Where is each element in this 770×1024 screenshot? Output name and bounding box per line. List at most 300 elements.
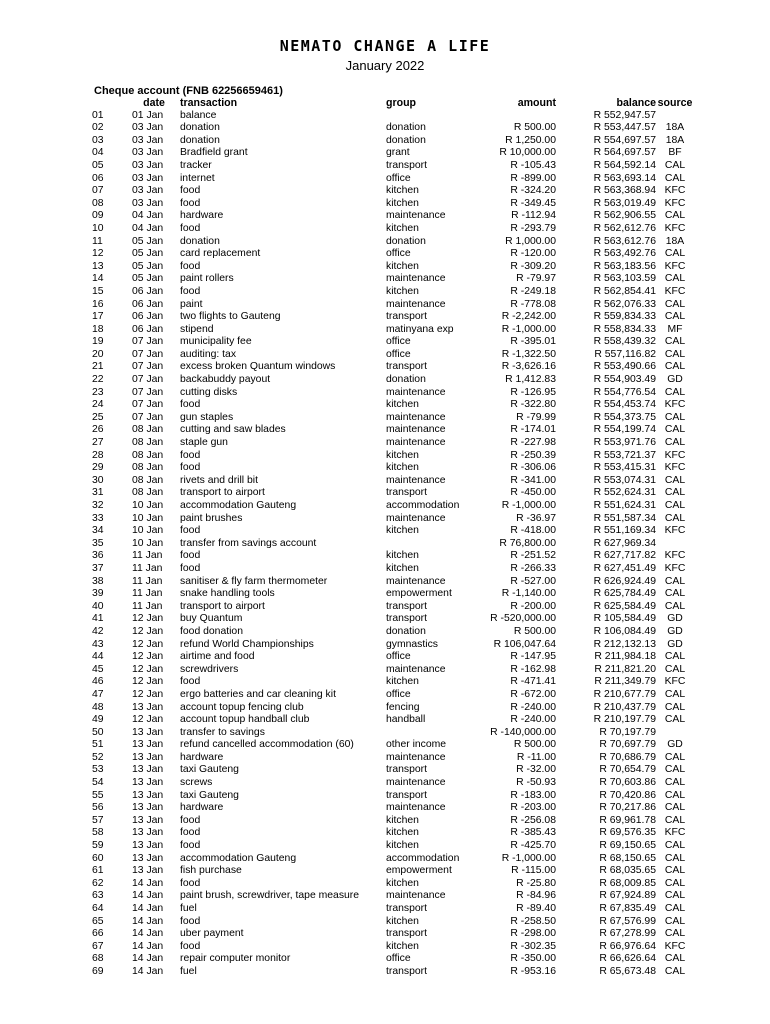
row-amount: R -147.95 xyxy=(510,651,556,663)
table-row xyxy=(88,550,694,563)
row-balance: R 558,439.32 xyxy=(593,336,656,348)
row-balance: R 70,420.86 xyxy=(599,789,656,801)
row-source: CAL xyxy=(664,688,686,700)
row-amount: R -341.00 xyxy=(510,474,556,486)
row-source: KFC xyxy=(664,827,686,839)
row-number: 17 xyxy=(92,311,104,323)
row-balance: R 69,961.78 xyxy=(599,814,656,826)
table-row xyxy=(88,853,694,866)
row-balance: R 627,451.49 xyxy=(593,562,656,574)
row-amount: R -79.97 xyxy=(516,273,556,285)
row-amount: R -251.52 xyxy=(510,550,556,562)
table-row xyxy=(88,387,694,400)
row-balance: R 563,693.14 xyxy=(593,172,656,184)
row-source: 18A xyxy=(665,134,685,146)
row-source: CAL xyxy=(664,701,686,713)
table-row xyxy=(88,513,694,526)
table-row xyxy=(88,764,694,777)
row-balance: R 563,612.76 xyxy=(593,235,656,247)
row-balance: R 553,490.66 xyxy=(593,361,656,373)
row-group: donation xyxy=(386,374,426,386)
row-balance: R 210,197.79 xyxy=(593,714,656,726)
row-amount: R -418.00 xyxy=(510,525,556,537)
row-number: 24 xyxy=(92,399,104,411)
table-row xyxy=(88,790,694,803)
row-transaction: food xyxy=(180,915,201,927)
table-row xyxy=(88,412,694,425)
row-date: 12 Jan xyxy=(132,625,164,637)
row-group: maintenance xyxy=(386,424,446,436)
row-amount: R -203.00 xyxy=(510,802,556,814)
header-amount: amount xyxy=(517,97,556,109)
table-row xyxy=(88,110,694,123)
row-transaction: refund cancelled accommodation (60) xyxy=(180,739,354,751)
row-source: CAL xyxy=(664,865,686,877)
row-date: 13 Jan xyxy=(132,865,164,877)
row-amount: R -249.18 xyxy=(510,285,556,297)
row-balance: R 554,199.74 xyxy=(593,424,656,436)
row-source: GD xyxy=(667,613,683,625)
row-date: 13 Jan xyxy=(132,701,164,713)
row-transaction: hardware xyxy=(180,210,224,222)
row-source xyxy=(656,110,694,123)
row-group: transport xyxy=(386,487,428,499)
table-row xyxy=(88,336,694,349)
row-group: kitchen xyxy=(386,814,419,826)
row-group: empowerment xyxy=(386,588,452,600)
row-amount: R 1,000.00 xyxy=(505,235,556,247)
row-balance: R 626,924.49 xyxy=(593,575,656,587)
row-source: CAL xyxy=(664,915,686,927)
row-group: maintenance xyxy=(386,890,446,902)
row-transaction: balance xyxy=(180,109,217,121)
row-group: kitchen xyxy=(386,285,419,297)
row-date: 14 Jan xyxy=(132,877,164,889)
row-transaction: ergo batteries and car cleaning kit xyxy=(180,688,336,700)
table-row xyxy=(88,601,694,614)
row-date: 12 Jan xyxy=(132,613,164,625)
row-source: CAL xyxy=(664,751,686,763)
row-source: 18A xyxy=(665,235,685,247)
row-number: 29 xyxy=(92,462,104,474)
row-transaction: taxi Gauteng xyxy=(180,764,239,776)
table-row xyxy=(88,437,694,450)
table-row xyxy=(88,361,694,374)
row-amount: R 500.00 xyxy=(513,625,556,637)
row-number: 35 xyxy=(92,537,104,549)
header-group: group xyxy=(386,97,417,109)
row-source: CAL xyxy=(664,928,686,940)
row-group: kitchen xyxy=(386,550,419,562)
row-amount: R 500.00 xyxy=(513,739,556,751)
row-number: 45 xyxy=(92,663,104,675)
row-source: KFC xyxy=(664,197,686,209)
row-balance: R 563,492.76 xyxy=(593,248,656,260)
row-date: 14 Jan xyxy=(132,965,164,977)
row-balance: R 70,603.86 xyxy=(599,777,656,789)
row-number: 33 xyxy=(92,512,104,524)
row-group: fencing xyxy=(386,701,420,713)
table-row xyxy=(88,576,694,589)
row-source: CAL xyxy=(664,298,686,310)
row-date: 03 Jan xyxy=(132,159,164,171)
row-amount xyxy=(472,110,556,123)
row-date: 13 Jan xyxy=(132,726,164,738)
row-number: 08 xyxy=(92,197,104,209)
row-date: 13 Jan xyxy=(132,802,164,814)
row-date: 12 Jan xyxy=(132,714,164,726)
row-amount: R -298.00 xyxy=(510,928,556,940)
row-amount: R -778.08 xyxy=(510,298,556,310)
table-row xyxy=(88,827,694,840)
row-group: maintenance xyxy=(386,802,446,814)
row-transaction: taxi Gauteng xyxy=(180,789,239,801)
row-transaction: food donation xyxy=(180,625,243,637)
row-date: 07 Jan xyxy=(132,361,164,373)
row-group: maintenance xyxy=(386,575,446,587)
table-row xyxy=(88,752,694,765)
row-amount: R -322.80 xyxy=(510,399,556,411)
row-transaction: staple gun xyxy=(180,437,228,449)
row-amount: R 10,000.00 xyxy=(499,147,556,159)
row-amount: R 76,800.00 xyxy=(499,537,556,549)
row-balance: R 67,835.49 xyxy=(599,903,656,914)
row-number: 21 xyxy=(92,361,104,373)
row-transaction: screws xyxy=(180,777,213,789)
row-group: kitchen xyxy=(386,827,419,839)
row-number: 67 xyxy=(92,940,104,952)
row-number: 31 xyxy=(92,487,104,499)
row-transaction: transport to airport xyxy=(180,487,265,499)
row-amount: R -1,140.00 xyxy=(501,588,556,600)
row-transaction: backabuddy payout xyxy=(180,374,271,386)
row-source: CAL xyxy=(664,248,686,260)
row-balance: R 68,150.65 xyxy=(599,852,656,864)
row-amount: R -293.79 xyxy=(510,222,556,234)
row-balance: R 67,924.89 xyxy=(599,890,656,902)
row-balance: R 551,587.34 xyxy=(593,512,656,524)
row-date: 13 Jan xyxy=(132,751,164,763)
row-amount: R -105.43 xyxy=(510,159,556,171)
row-number: 37 xyxy=(92,562,104,574)
row-source: CAL xyxy=(664,361,686,373)
table-row xyxy=(88,563,694,576)
row-date: 11 Jan xyxy=(132,575,163,587)
row-transaction: food xyxy=(180,550,201,562)
row-number: 16 xyxy=(92,298,104,310)
row-number: 25 xyxy=(92,411,104,423)
row-date: 06 Jan xyxy=(132,298,164,310)
row-balance: R 212,132.13 xyxy=(593,638,656,650)
row-date: 13 Jan xyxy=(132,840,164,852)
row-number: 58 xyxy=(92,827,104,839)
row-group: accommodation xyxy=(386,500,460,511)
row-date: 07 Jan xyxy=(132,374,164,386)
row-balance: R 67,576.99 xyxy=(599,915,656,927)
row-amount: R -471.41 xyxy=(510,676,556,688)
row-amount: R 1,412.83 xyxy=(505,374,556,386)
table-row xyxy=(88,185,694,198)
row-balance: R 627,717.82 xyxy=(593,550,656,562)
row-date: 03 Jan xyxy=(132,185,164,197)
table-row xyxy=(88,525,694,538)
row-balance: R 552,947.57 xyxy=(593,109,656,121)
row-balance: R 553,971.76 xyxy=(593,437,656,449)
row-number: 20 xyxy=(92,348,104,360)
row-number: 62 xyxy=(92,877,104,889)
row-group: kitchen xyxy=(386,185,419,197)
table-row xyxy=(88,878,694,891)
row-amount: R -385.43 xyxy=(510,827,556,839)
table-row xyxy=(88,236,694,249)
row-amount: R -11.00 xyxy=(516,751,556,763)
row-balance: R 211,984.18 xyxy=(594,651,656,663)
table-row xyxy=(88,777,694,790)
row-transaction: hardware xyxy=(180,751,224,763)
table-row xyxy=(88,928,694,941)
row-transaction: transfer from savings account xyxy=(180,537,317,549)
row-group: office xyxy=(386,336,411,348)
row-balance: R 70,197.79 xyxy=(599,726,656,738)
row-source: GD xyxy=(667,625,683,637)
row-group: transport xyxy=(386,764,428,776)
row-date: 03 Jan xyxy=(132,197,164,209)
row-balance: R 553,415.31 xyxy=(593,462,656,474)
row-date: 05 Jan xyxy=(132,248,164,260)
table-row xyxy=(88,903,694,916)
row-balance: R 562,906.55 xyxy=(593,210,656,222)
table-row xyxy=(88,739,694,752)
row-number: 26 xyxy=(92,424,104,436)
table-row xyxy=(88,865,694,878)
row-transaction: auditing: tax xyxy=(180,348,237,360)
row-date: 12 Jan xyxy=(132,651,164,663)
table-row xyxy=(88,210,694,223)
row-amount: R -115.00 xyxy=(511,865,556,877)
row-number: 63 xyxy=(92,890,104,902)
row-group: office xyxy=(386,172,411,184)
row-date: 07 Jan xyxy=(132,348,164,360)
row-group: other income xyxy=(386,739,447,751)
row-source: CAL xyxy=(664,764,686,776)
table-row xyxy=(88,261,694,274)
row-transaction: food xyxy=(180,197,201,209)
row-transaction: accommodation Gauteng xyxy=(180,852,297,864)
row-transaction: internet xyxy=(180,172,215,184)
row-balance: R 563,103.59 xyxy=(593,273,656,285)
row-group: kitchen xyxy=(386,260,419,272)
row-source: CAL xyxy=(664,424,686,436)
row-balance: R 564,592.14 xyxy=(593,159,656,171)
table-header-row xyxy=(88,97,694,110)
row-amount: R -309.20 xyxy=(510,260,556,272)
row-source: 18A xyxy=(665,122,685,134)
row-balance: R 625,784.49 xyxy=(593,588,656,600)
row-balance: R 210,677.79 xyxy=(593,688,656,700)
row-transaction: food xyxy=(180,285,201,297)
row-transaction: food xyxy=(180,940,201,952)
row-transaction: gun staples xyxy=(180,411,234,423)
row-group: transport xyxy=(386,159,428,171)
table-row xyxy=(88,538,694,551)
row-balance: R 563,368.94 xyxy=(593,185,656,197)
table-row xyxy=(88,273,694,286)
row-group: transport xyxy=(386,903,428,914)
row-date: 13 Jan xyxy=(132,739,164,751)
row-date: 03 Jan xyxy=(132,147,164,159)
table-row xyxy=(88,160,694,173)
row-amount: R -240.00 xyxy=(510,714,556,726)
row-date: 07 Jan xyxy=(132,411,164,423)
table-row xyxy=(88,462,694,475)
row-amount: R -1,322.50 xyxy=(501,348,556,360)
row-transaction: paint rollers xyxy=(180,273,234,285)
row-number: 36 xyxy=(92,550,104,562)
row-number: 40 xyxy=(92,600,104,612)
account-heading: Cheque account (FNB 62256659461) xyxy=(94,85,283,97)
row-number: 48 xyxy=(92,701,104,713)
row-balance: R 557,116.82 xyxy=(594,348,656,360)
row-amount: R -32.00 xyxy=(516,764,556,776)
row-date: 06 Jan xyxy=(132,285,164,297)
row-date: 08 Jan xyxy=(132,437,164,449)
row-amount: R -2,242.00 xyxy=(501,311,556,323)
row-amount: R -1,000.00 xyxy=(501,500,556,511)
row-balance: R 68,035.65 xyxy=(599,865,656,877)
row-date: 14 Jan xyxy=(132,953,164,965)
row-source: CAL xyxy=(664,588,686,600)
row-amount: R -79.99 xyxy=(516,411,556,423)
row-group: accommodation xyxy=(386,852,460,864)
row-number: 18 xyxy=(92,323,104,335)
row-source: CAL xyxy=(664,777,686,789)
row-group: office xyxy=(386,953,411,965)
row-date: 08 Jan xyxy=(132,462,164,474)
row-number: 01 xyxy=(92,109,104,121)
row-group: handball xyxy=(386,714,426,726)
table-row xyxy=(88,349,694,362)
row-balance: R 551,624.31 xyxy=(593,500,656,511)
row-transaction: paint xyxy=(180,298,203,310)
row-amount: R -258.50 xyxy=(510,915,556,927)
row-number: 47 xyxy=(92,688,104,700)
row-number: 28 xyxy=(92,449,104,461)
table-row xyxy=(88,324,694,337)
table-row xyxy=(88,588,694,601)
row-source: CAL xyxy=(664,714,686,726)
row-amount: R -84.96 xyxy=(516,890,556,902)
row-transaction: transport to airport xyxy=(180,600,265,612)
row-group: donation xyxy=(386,625,426,637)
table-row xyxy=(88,613,694,626)
document-subtitle: January 2022 xyxy=(345,58,425,73)
row-group: kitchen xyxy=(386,462,419,474)
table-row xyxy=(88,639,694,652)
row-source: CAL xyxy=(664,965,686,977)
row-source: CAL xyxy=(664,159,686,171)
table-row xyxy=(88,626,694,639)
row-transaction: fish purchase xyxy=(180,865,242,877)
row-source: MF xyxy=(667,323,683,335)
row-transaction: account topup fencing club xyxy=(180,701,304,713)
row-transaction: food xyxy=(180,562,201,574)
row-group: kitchen xyxy=(386,197,419,209)
row-balance: R 70,654.79 xyxy=(599,764,656,776)
row-source: CAL xyxy=(664,500,686,511)
row-transaction: food xyxy=(180,525,201,537)
row-number: 09 xyxy=(92,210,104,222)
row-transaction: food xyxy=(180,877,201,889)
table-row xyxy=(88,299,694,312)
row-date: 14 Jan xyxy=(132,928,164,940)
row-group: office xyxy=(386,651,411,663)
row-source: CAL xyxy=(664,651,686,663)
row-date: 07 Jan xyxy=(132,399,164,411)
row-date: 05 Jan xyxy=(132,235,164,247)
row-transaction: food xyxy=(180,462,201,474)
row-date: 14 Jan xyxy=(132,890,164,902)
row-balance: R 66,626.64 xyxy=(599,953,656,965)
row-date: 11 Jan xyxy=(132,588,163,600)
row-source: KFC xyxy=(664,399,686,411)
table-row xyxy=(88,147,694,160)
row-number: 14 xyxy=(92,273,104,285)
row-balance: R 562,854.41 xyxy=(593,285,656,297)
row-source: CAL xyxy=(664,877,686,889)
row-group: transport xyxy=(386,600,428,612)
row-amount: R -527.00 xyxy=(510,575,556,587)
row-group: office xyxy=(386,348,411,360)
row-transaction: food xyxy=(180,840,201,852)
row-transaction: buy Quantum xyxy=(180,613,243,625)
row-number: 34 xyxy=(92,525,104,537)
row-group: maintenance xyxy=(386,512,446,524)
row-number: 15 xyxy=(92,285,104,297)
row-transaction: snake handling tools xyxy=(180,588,275,600)
row-balance: R 211,821.20 xyxy=(594,663,656,675)
row-number: 12 xyxy=(92,248,104,260)
row-source: CAL xyxy=(664,172,686,184)
row-amount: R -112.94 xyxy=(511,210,556,222)
row-group: kitchen xyxy=(386,562,419,574)
row-transaction: municipality fee xyxy=(180,336,252,348)
table-row xyxy=(88,223,694,236)
row-transaction: fuel xyxy=(180,903,197,914)
table-row xyxy=(88,966,694,979)
row-source: GD xyxy=(667,374,683,386)
row-date: 05 Jan xyxy=(132,260,164,272)
row-amount: R 106,047.64 xyxy=(493,638,556,650)
row-amount: R -240.00 xyxy=(510,701,556,713)
row-source: CAL xyxy=(664,663,686,675)
row-source: CAL xyxy=(664,814,686,826)
row-group: maintenance xyxy=(386,411,446,423)
row-group: kitchen xyxy=(386,449,419,461)
row-number: 30 xyxy=(92,474,104,486)
row-transaction: food xyxy=(180,222,201,234)
table-row xyxy=(88,475,694,488)
row-group: maintenance xyxy=(386,298,446,310)
row-balance: R 564,697.57 xyxy=(593,147,656,159)
row-date: 12 Jan xyxy=(132,638,164,650)
row-number: 23 xyxy=(92,386,104,398)
row-number: 60 xyxy=(92,852,104,864)
table-row xyxy=(88,676,694,689)
row-date: 10 Jan xyxy=(132,537,164,549)
row-group: maintenance xyxy=(386,273,446,285)
row-amount: R -183.00 xyxy=(510,789,556,801)
row-source: CAL xyxy=(664,210,686,222)
